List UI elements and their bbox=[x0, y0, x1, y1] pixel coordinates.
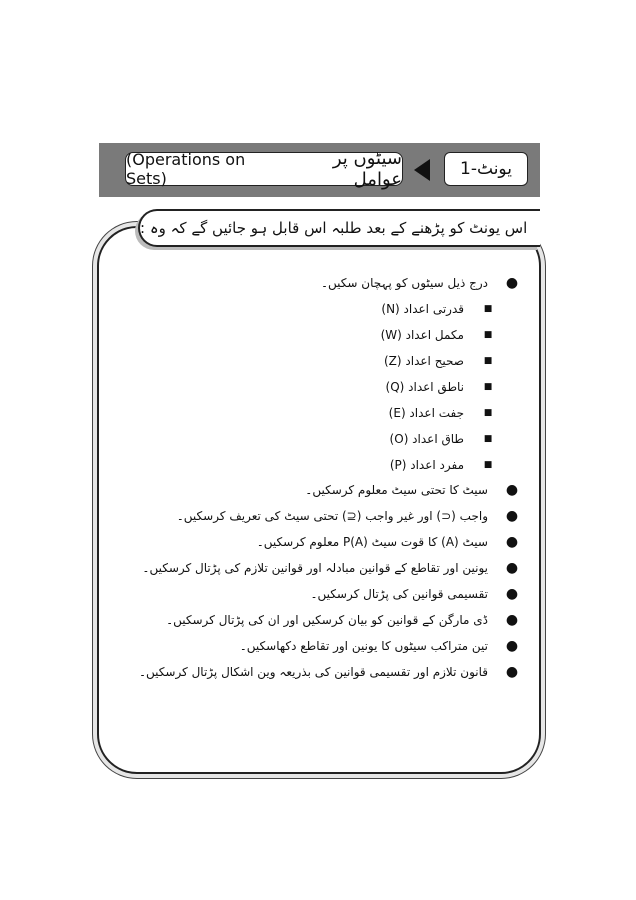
objective-text: سیٹ کا تحتی سیٹ معلوم کرسکیں۔ bbox=[305, 483, 488, 497]
bullet-icon: ● bbox=[505, 560, 519, 576]
objective-item bbox=[142, 557, 520, 579]
square-bullet-icon: ■ bbox=[483, 434, 493, 444]
objective-text: یونین اور تقاطع کے قوانین مبادلہ اور قوانین تلازم کی پڑتال کرسکیں۔ bbox=[142, 561, 488, 575]
chapter-title-box bbox=[125, 148, 403, 190]
objective-item bbox=[166, 609, 520, 631]
set-type-item bbox=[390, 454, 496, 476]
set-type-item bbox=[390, 428, 496, 450]
objective-item bbox=[240, 635, 520, 657]
set-type-item bbox=[384, 350, 496, 372]
objective-item bbox=[139, 661, 520, 683]
unit-label: یونٹ-1 bbox=[460, 159, 512, 179]
set-type-item bbox=[386, 376, 496, 398]
bullet-icon: ● bbox=[505, 664, 519, 680]
objective-item bbox=[305, 479, 520, 501]
objective-text: واجب (⊂) اور غیر واجب (⊆) تحتی سیٹ کی تعریف کرسکیں۔ bbox=[176, 509, 488, 523]
bullet-icon: ● bbox=[505, 586, 519, 602]
set-type-item bbox=[381, 324, 496, 346]
objective-text: ڈی مارگن کے قوانین کو بیان کرسکیں اور ان کی پڑتال کرسکیں۔ bbox=[166, 613, 488, 627]
objective-text: تقسیمی قوانین کی پڑتال کرسکیں۔ bbox=[310, 587, 488, 601]
objective-text: تین متراکب سیٹوں کا یونین اور تقاطع دکھاسکیں۔ bbox=[239, 639, 488, 653]
square-bullet-icon: ■ bbox=[483, 304, 493, 314]
objectives-heading-tab bbox=[138, 209, 540, 247]
title-urdu: سیٹوں پر عوامل bbox=[332, 148, 402, 190]
objectives-heading: اس یونٹ کو پڑھنے کے بعد طلبہ اس قابل ہو جائیں گے کہ وہ : bbox=[140, 219, 528, 237]
square-bullet-icon: ■ bbox=[483, 330, 493, 340]
square-bullet-icon: ■ bbox=[483, 382, 493, 392]
square-bullet-icon: ■ bbox=[483, 356, 493, 366]
unit-label-box bbox=[444, 152, 528, 186]
arrow-left-icon bbox=[414, 159, 430, 181]
set-type-text: مکمل اعداد (W) bbox=[380, 328, 464, 342]
title-english: (Operations on Sets) bbox=[126, 150, 246, 188]
objective-item bbox=[321, 272, 520, 294]
bullet-icon: ● bbox=[505, 275, 519, 291]
set-type-text: صحیح اعداد (Z) bbox=[383, 354, 464, 368]
bullet-icon: ● bbox=[505, 482, 519, 498]
bullet-icon: ● bbox=[505, 534, 519, 550]
square-bullet-icon: ■ bbox=[483, 408, 493, 418]
set-type-text: ناطق اعداد (Q) bbox=[385, 380, 464, 394]
set-type-item bbox=[389, 402, 496, 424]
objective-item bbox=[177, 505, 520, 527]
set-type-text: مفرد اعداد (P) bbox=[389, 458, 464, 472]
set-type-text: قدرتی اعداد (N) bbox=[381, 302, 464, 316]
objective-text: درج ذیل سیٹوں کو پہچان سکیں۔ bbox=[320, 276, 488, 290]
set-type-item bbox=[381, 298, 496, 320]
square-bullet-icon: ■ bbox=[483, 460, 493, 470]
set-type-text: جفت اعداد (E) bbox=[388, 406, 464, 420]
objective-item bbox=[257, 531, 520, 553]
objective-text: قانون تلازم اور تقسیمی قوانین کی بذریعہ وین اشکال پڑتال کرسکیں۔ bbox=[138, 665, 488, 679]
objective-item bbox=[311, 583, 521, 605]
bullet-icon: ● bbox=[505, 508, 519, 524]
objective-text: سیٹ (A) کا قوت سیٹ P(A) معلوم کرسکیں۔ bbox=[256, 535, 488, 549]
bullet-icon: ● bbox=[505, 612, 519, 628]
set-type-text: طاق اعداد (O) bbox=[389, 432, 464, 446]
bullet-icon: ● bbox=[505, 638, 519, 654]
